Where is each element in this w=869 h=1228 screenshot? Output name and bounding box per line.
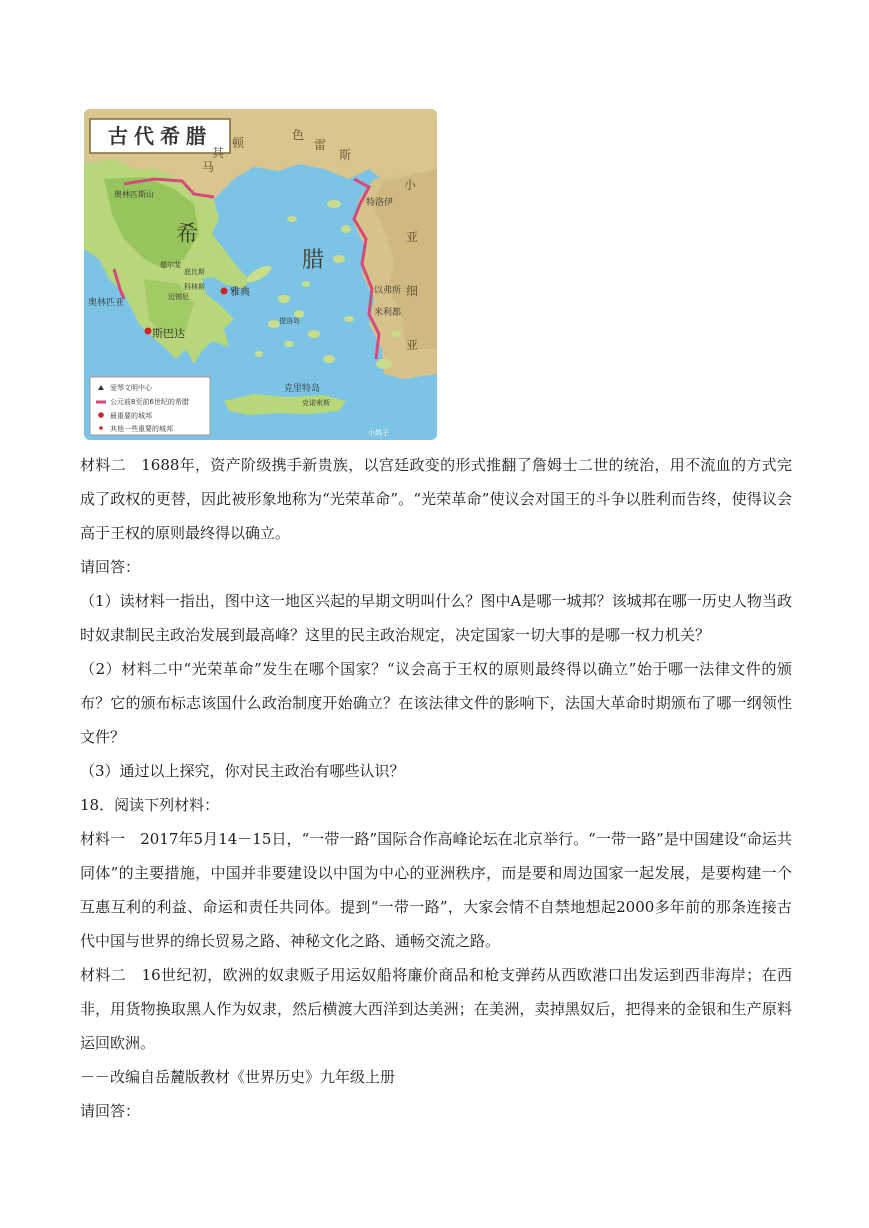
map-label-thebes: 底比斯 xyxy=(184,268,205,276)
material-2-slave-trade: 材料二 16世纪初，欧洲的奴隶贩子用运奴船将廉价商品和枪支弹药从西欧港口出发运到西非海岸；在西非，用货物换取黑人作为奴隶，然后横渡大西洋到达美洲；在美洲，卖掉黑奴后，把得来的金银和生产原料运回欧洲。 xyxy=(80,966,792,1052)
map-label-miletus: 米利都 xyxy=(374,308,402,318)
map-label-thrace-3: 斯 xyxy=(339,148,352,162)
map-label-asia-minor-4: 亚 xyxy=(406,338,419,352)
map-label-athens: 雅典 xyxy=(230,287,250,298)
map-label-delphi: 德尔斐 xyxy=(160,261,181,269)
map-sparta-dot xyxy=(145,328,152,335)
question-1: （1）读材料一指出，图中这一地区兴起的早期文明叫什么？图中A是哪一城邦？该城邦在哪一历史人物当政时奴隶制民主政治发展到最高峰？这里的民主政治规定，决定国家一切大事的是哪一权力机关？ xyxy=(80,592,792,644)
legend-item-1: 爱琴文明中心 xyxy=(110,384,152,392)
map-label-troy: 特洛伊 xyxy=(366,198,394,208)
question-3: （3）通过以上探究，你对民主政治有哪些认识？ xyxy=(80,762,405,780)
map-label-greece-xi: 希 xyxy=(176,222,199,247)
answer-prompt-2: 请回答： xyxy=(80,1102,141,1120)
legend-item-4: 其他一些重要的城邦 xyxy=(110,425,173,433)
map-label-knossos: 克诺索斯 xyxy=(302,399,330,407)
map-athens-dot xyxy=(221,288,228,295)
map-label-crete: 克里特岛 xyxy=(284,384,321,394)
legend-big-dot-icon xyxy=(98,412,104,418)
legend-item-3: 最重要的城邦 xyxy=(110,412,152,420)
map-label-asia-minor-2: 亚 xyxy=(406,230,419,244)
legend-dot-icon xyxy=(99,426,103,430)
document-body xyxy=(80,448,792,1128)
question-18-heading: 18．阅读下列材料： xyxy=(80,796,220,814)
answer-prompt-1: 请回答： xyxy=(80,558,141,576)
question-2: （2）材料二中“光荣革命”发生在哪个国家？“议会高于王权的原则最终得以确立”始于哪一法律文件的颁布？它的颁布标志该国什么政治制度开始确立？在该法律文件的影响下，法国大革命时期颁布了哪一纲领性文件？ xyxy=(80,660,792,746)
map-title: 古代希腊 xyxy=(108,124,212,148)
material-2-glorious-revolution: 材料二 1688年，资产阶级携手新贵族，以宫廷政变的形式推翻了詹姆士二世的统治，用不流血的方式完成了政权的更替，因此被形象地称为“光荣革命”。“光荣革命”使议会对国王的斗争以胜利而告终，使得议会高于王权的原则最终得以确立。 xyxy=(80,456,792,542)
map-label-corinth: 科林斯 xyxy=(184,283,205,291)
map-label-thrace-2: 雷 xyxy=(314,138,327,152)
ancient-greece-map xyxy=(84,109,437,440)
map-label-greece-la: 腊 xyxy=(302,248,325,273)
map-label-sparta: 斯巴达 xyxy=(152,327,185,340)
map-label-olympus: 奥林匹斯山 xyxy=(114,190,154,199)
legend-item-2: 公元前8至前6世纪的希腊 xyxy=(110,398,189,406)
map-watermark: 小鸽子 xyxy=(368,429,389,437)
material-1-belt-and-road: 材料一 2017年5月14－15日，“一带一路”国际合作高峰论坛在北京举行。“一带一路”是中国建设“命运共同体”的主要措施，中国并非要建设以中国为中心的亚洲秩序，而是要和周边国家一起发展，是要构建一个互惠互利的利益、命运和责任共同体。提到“一带一路”，大家会情不自禁地想起2000多年前的那条连接古代中国与世界的绵长贸易之路、神秘文化之路、通畅交流之路。 xyxy=(80,830,792,950)
map-label-macedonia-1: 马 xyxy=(202,160,215,174)
source-citation: －－改编自岳麓版教材《世界历史》九年级上册 xyxy=(80,1068,396,1086)
map-label-asia-minor-1: 小 xyxy=(404,178,417,192)
map-label-delos: 提洛岛 xyxy=(279,317,300,325)
map-label-olympia: 奥林匹亚 xyxy=(88,298,125,308)
map-label-mycenae: 迈锡尼 xyxy=(168,293,189,301)
map-label-macedonia-3: 顿 xyxy=(232,136,245,150)
map-label-ephesus: 以弗所 xyxy=(374,286,402,296)
map-label-asia-minor-3: 细 xyxy=(406,284,419,298)
map-label-macedonia-2: 其 xyxy=(212,146,225,160)
map-label-thrace-1: 色 xyxy=(292,128,305,142)
